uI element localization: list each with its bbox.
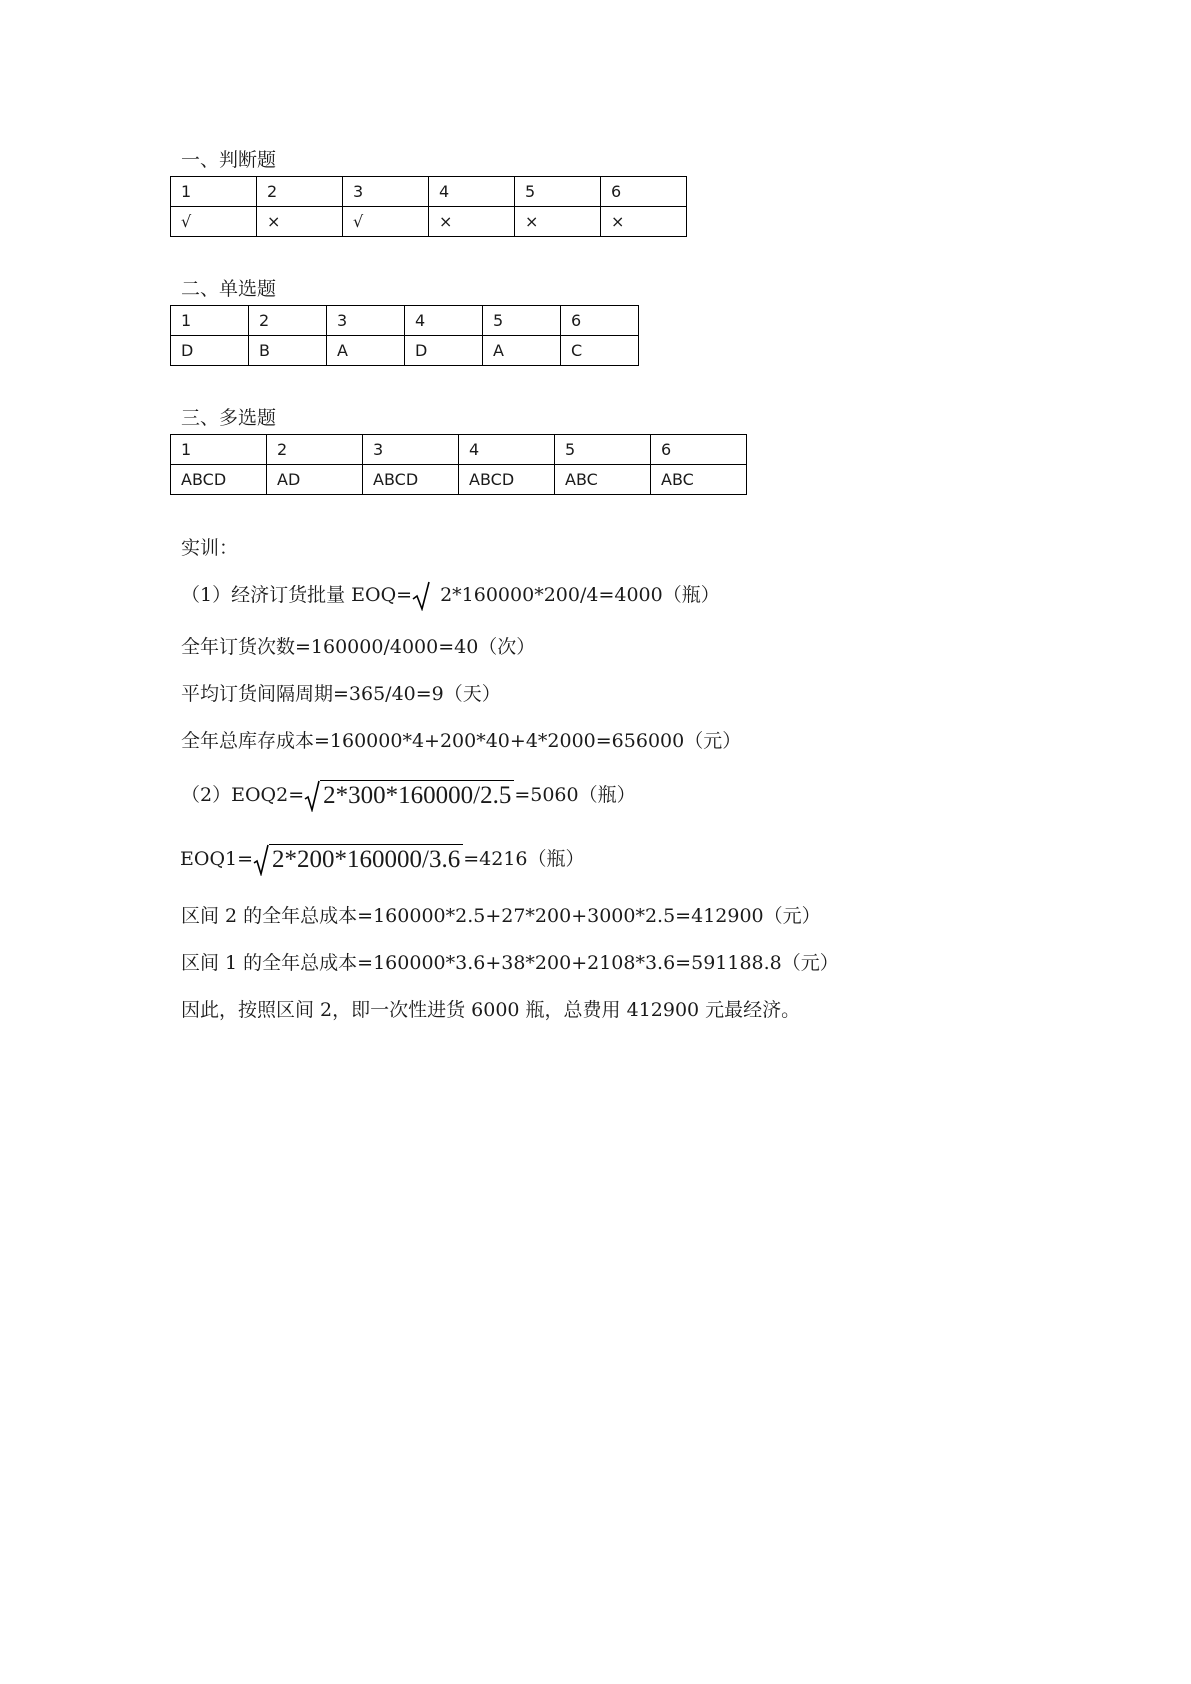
answer-cell: × (515, 207, 601, 237)
answer-cell: A (327, 336, 405, 366)
sqrt-icon (412, 581, 430, 611)
question-number: 3 (327, 306, 405, 336)
section-multi-title: 三、多选题 (181, 407, 277, 429)
section-single-title: 二、单选题 (181, 278, 277, 300)
judge-answer-table (170, 176, 687, 237)
question-number: 3 (343, 177, 429, 207)
question-number: 1 (171, 306, 249, 336)
eoq2-result: =5060（瓶） (514, 784, 636, 806)
answer-cell: AD (267, 465, 363, 495)
table-row (171, 306, 639, 336)
answer-cell: ABCD (363, 465, 459, 495)
answer-cell: ABCD (171, 465, 267, 495)
order-interval-line: 平均订货间隔周期=365/40=9（天） (181, 683, 501, 705)
practice-title: 实训： (181, 537, 239, 559)
question-number: 4 (459, 435, 555, 465)
question-number: 6 (651, 435, 747, 465)
answer-cell: × (601, 207, 687, 237)
question-number: 3 (363, 435, 459, 465)
answer-cell: ABC (651, 465, 747, 495)
eoq2-formula-line (181, 778, 636, 812)
question-number: 6 (601, 177, 687, 207)
question-number: 6 (561, 306, 639, 336)
answer-cell: √ (171, 207, 257, 237)
answer-cell: √ (343, 207, 429, 237)
order-count-line: 全年订货次数=160000/4000=40（次） (181, 636, 536, 658)
range2-cost-line: 区间 2 的全年总成本=160000*2.5+27*200+3000*2.5=412900（元） (181, 905, 821, 927)
answer-cell: D (171, 336, 249, 366)
eoq1-formula-line (180, 842, 585, 876)
eoq-radicand: 2*160000*200/4=4000（瓶） (440, 584, 720, 606)
single-answer-table (170, 305, 639, 366)
answer-cell: × (257, 207, 343, 237)
table-row (171, 177, 687, 207)
question-number: 5 (555, 435, 651, 465)
answer-cell: B (249, 336, 327, 366)
conclusion-line: 因此，按照区间 2，即一次性进货 6000 瓶，总费用 412900 元最经济。 (181, 999, 801, 1021)
sqrt-icon (304, 780, 514, 812)
question-number: 2 (257, 177, 343, 207)
eoq1-radicand: 2*200*160000/3.6 (269, 844, 463, 876)
answer-cell: C (561, 336, 639, 366)
table-row (171, 465, 747, 495)
total-cost-line: 全年总库存成本=160000*4+200*40+4*2000=656000（元） (181, 730, 742, 752)
table-row (171, 435, 747, 465)
eoq1-result: =4216（瓶） (463, 848, 585, 870)
question-number: 4 (405, 306, 483, 336)
table-row (171, 336, 639, 366)
range1-cost-line: 区间 1 的全年总成本=160000*3.6+38*200+2108*3.6=591188.8（元） (181, 952, 839, 974)
question-number: 2 (267, 435, 363, 465)
multi-answer-table (170, 434, 747, 495)
answer-cell: × (429, 207, 515, 237)
table-row (171, 207, 687, 237)
question-number: 5 (515, 177, 601, 207)
question-number: 4 (429, 177, 515, 207)
question-number: 1 (171, 177, 257, 207)
eoq2-prefix: （2）EOQ2= (181, 784, 305, 806)
answer-cell: D (405, 336, 483, 366)
section-judge-title: 一、判断题 (181, 149, 277, 171)
eoq1-prefix: EOQ1= (180, 848, 254, 870)
eoq-formula-line (181, 581, 720, 611)
question-number: 5 (483, 306, 561, 336)
sqrt-icon (253, 844, 463, 876)
answer-cell: ABC (555, 465, 651, 495)
answer-cell: A (483, 336, 561, 366)
question-number: 1 (171, 435, 267, 465)
eoq-prefix: （1）经济订货批量 EOQ= (181, 584, 413, 606)
eoq2-radicand: 2*300*160000/2.5 (320, 780, 514, 812)
answer-cell: ABCD (459, 465, 555, 495)
question-number: 2 (249, 306, 327, 336)
